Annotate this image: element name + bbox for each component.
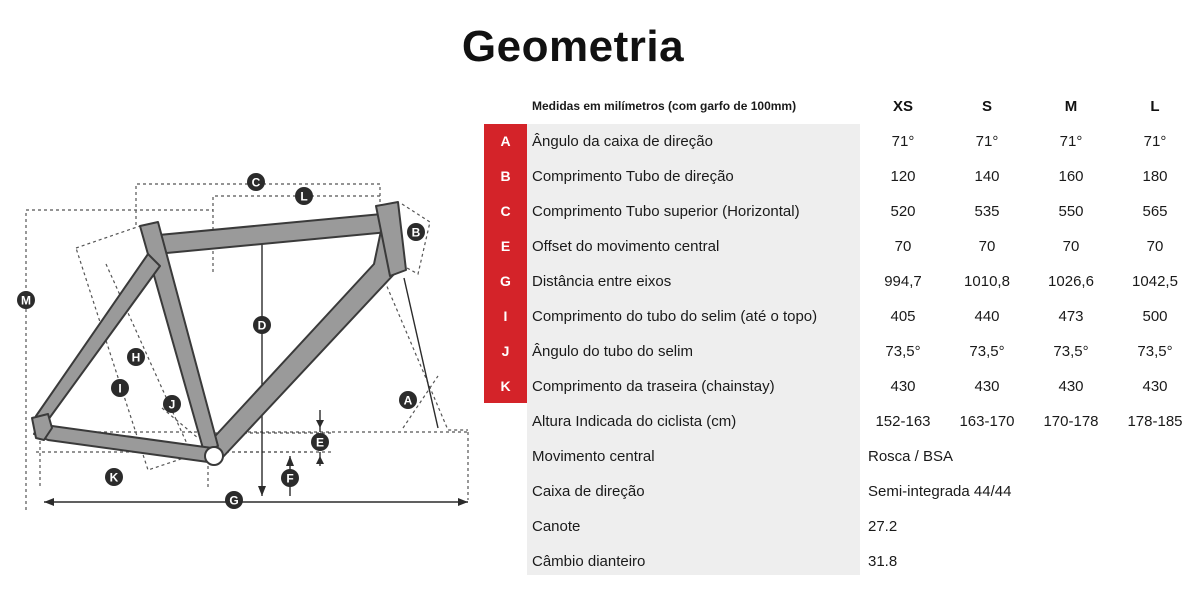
spec-label: Canote xyxy=(532,518,581,535)
svg-text:J: J xyxy=(168,397,176,412)
row-value-l: 73,5° xyxy=(1137,343,1173,360)
spec-row xyxy=(484,474,1200,509)
spec-label: Câmbio dianteiro xyxy=(532,553,646,570)
row-letter: K xyxy=(500,378,511,394)
svg-text:I: I xyxy=(118,381,122,396)
table-row xyxy=(484,159,1200,194)
row-label: Distância entre eixos xyxy=(532,273,672,290)
svg-text:M: M xyxy=(21,293,31,308)
marker-g xyxy=(225,491,243,509)
spec-value: Rosca / BSA xyxy=(868,448,954,465)
row-value-s: 440 xyxy=(974,308,1000,325)
row-label: Ângulo do tubo do selim xyxy=(532,343,693,360)
svg-text:K: K xyxy=(109,470,119,485)
row-label: Comprimento do tubo do selim (até o topo) xyxy=(532,308,818,325)
row-value-s: 70 xyxy=(978,238,996,255)
svg-text:A: A xyxy=(403,393,413,408)
table-row xyxy=(484,334,1200,369)
bike-frame xyxy=(32,202,406,462)
row-value-m: 473 xyxy=(1058,308,1084,325)
row-label: Offset do movimento central xyxy=(532,238,720,255)
row-label: Altura Indicada do ciclista (cm) xyxy=(532,413,737,430)
marker-h xyxy=(127,348,145,366)
row-value-s: 535 xyxy=(974,203,1000,220)
row-value-l: 70 xyxy=(1146,238,1164,255)
spec-value: 27.2 xyxy=(868,518,898,535)
row-value-xs: 994,7 xyxy=(884,273,922,290)
marker-j xyxy=(163,395,181,413)
row-value-xs: 430 xyxy=(890,378,916,395)
table-row xyxy=(484,229,1200,264)
size-header-s: S xyxy=(981,98,992,115)
row-value-m: 550 xyxy=(1058,203,1084,220)
svg-text:G: G xyxy=(229,493,239,508)
table-header xyxy=(484,90,1200,124)
row-letter: C xyxy=(500,203,511,219)
row-value-xs: 520 xyxy=(890,203,916,220)
row-value-l: 1042,5 xyxy=(1132,273,1178,290)
row-label: Comprimento da traseira (chainstay) xyxy=(532,378,775,395)
marker-l xyxy=(295,187,313,205)
svg-text:F: F xyxy=(286,471,294,486)
row-value-m: 170-178 xyxy=(1043,413,1099,430)
row-value-m: 160 xyxy=(1058,168,1084,185)
size-header-l: L xyxy=(1150,98,1160,115)
svg-text:H: H xyxy=(131,350,141,365)
svg-text:E: E xyxy=(315,435,325,450)
spec-label: Caixa de direção xyxy=(532,483,645,500)
row-value-xs: 120 xyxy=(890,168,916,185)
marker-m xyxy=(17,291,35,309)
page-title: Geometria xyxy=(461,22,685,71)
marker-f xyxy=(281,469,299,487)
row-value-s: 1010,8 xyxy=(964,273,1010,290)
row-value-m: 73,5° xyxy=(1053,343,1089,360)
row-value-xs: 71° xyxy=(891,133,915,150)
marker-b xyxy=(407,223,425,241)
table-row xyxy=(484,299,1200,334)
row-value-s: 73,5° xyxy=(969,343,1005,360)
row-value-m: 430 xyxy=(1058,378,1084,395)
row-value-l: 500 xyxy=(1142,308,1168,325)
row-value-l: 180 xyxy=(1142,168,1168,185)
row-label: Ângulo da caixa de direção xyxy=(532,133,713,150)
svg-text:D: D xyxy=(257,318,267,333)
row-letter: A xyxy=(500,133,511,149)
row-label: Comprimento Tubo superior (Horizontal) xyxy=(532,203,800,220)
row-value-s: 430 xyxy=(974,378,1000,395)
marker-c xyxy=(247,173,265,191)
row-value-xs: 152-163 xyxy=(875,413,931,430)
spec-row xyxy=(484,509,1200,544)
row-value-l: 178-185 xyxy=(1127,413,1183,430)
frame-geometry-diagram xyxy=(8,170,488,520)
marker-i xyxy=(111,379,129,397)
row-value-xs: 73,5° xyxy=(885,343,921,360)
row-value-s: 71° xyxy=(975,133,999,150)
table-row xyxy=(484,264,1200,299)
row-letter: I xyxy=(503,308,508,324)
spec-value: Semi-integrada 44/44 xyxy=(868,483,1012,500)
row-value-m: 71° xyxy=(1059,133,1083,150)
row-value-l: 71° xyxy=(1143,133,1167,150)
marker-d xyxy=(253,316,271,334)
table-row xyxy=(484,124,1200,159)
row-value-xs: 405 xyxy=(890,308,916,325)
table-row xyxy=(484,404,1200,439)
row-letter: E xyxy=(500,238,511,254)
row-letter: J xyxy=(501,343,510,359)
marker-e xyxy=(311,433,329,451)
table-row xyxy=(484,369,1200,404)
row-value-m: 1026,6 xyxy=(1048,273,1094,290)
spec-row xyxy=(484,544,1200,579)
bottom-bracket xyxy=(205,447,223,465)
marker-a xyxy=(399,391,417,409)
spec-value: 31.8 xyxy=(868,553,898,570)
units-note: Medidas em milímetros (com garfo de 100mm) xyxy=(532,99,797,113)
row-value-l: 430 xyxy=(1142,378,1168,395)
row-value-m: 70 xyxy=(1062,238,1080,255)
row-letter: B xyxy=(500,168,511,184)
row-label: Comprimento Tubo de direção xyxy=(532,168,734,185)
svg-text:C: C xyxy=(251,175,261,190)
svg-text:B: B xyxy=(411,225,421,240)
svg-text:L: L xyxy=(300,189,308,204)
row-value-s: 140 xyxy=(974,168,1000,185)
row-letter: G xyxy=(500,273,511,289)
marker-k xyxy=(105,468,123,486)
row-value-s: 163-170 xyxy=(959,413,1015,430)
row-value-xs: 70 xyxy=(894,238,912,255)
row-value-l: 565 xyxy=(1142,203,1168,220)
spec-label: Movimento central xyxy=(532,448,655,465)
size-header-xs: XS xyxy=(892,98,913,115)
size-header-m: M xyxy=(1064,98,1078,115)
table-row xyxy=(484,194,1200,229)
spec-row xyxy=(484,439,1200,474)
